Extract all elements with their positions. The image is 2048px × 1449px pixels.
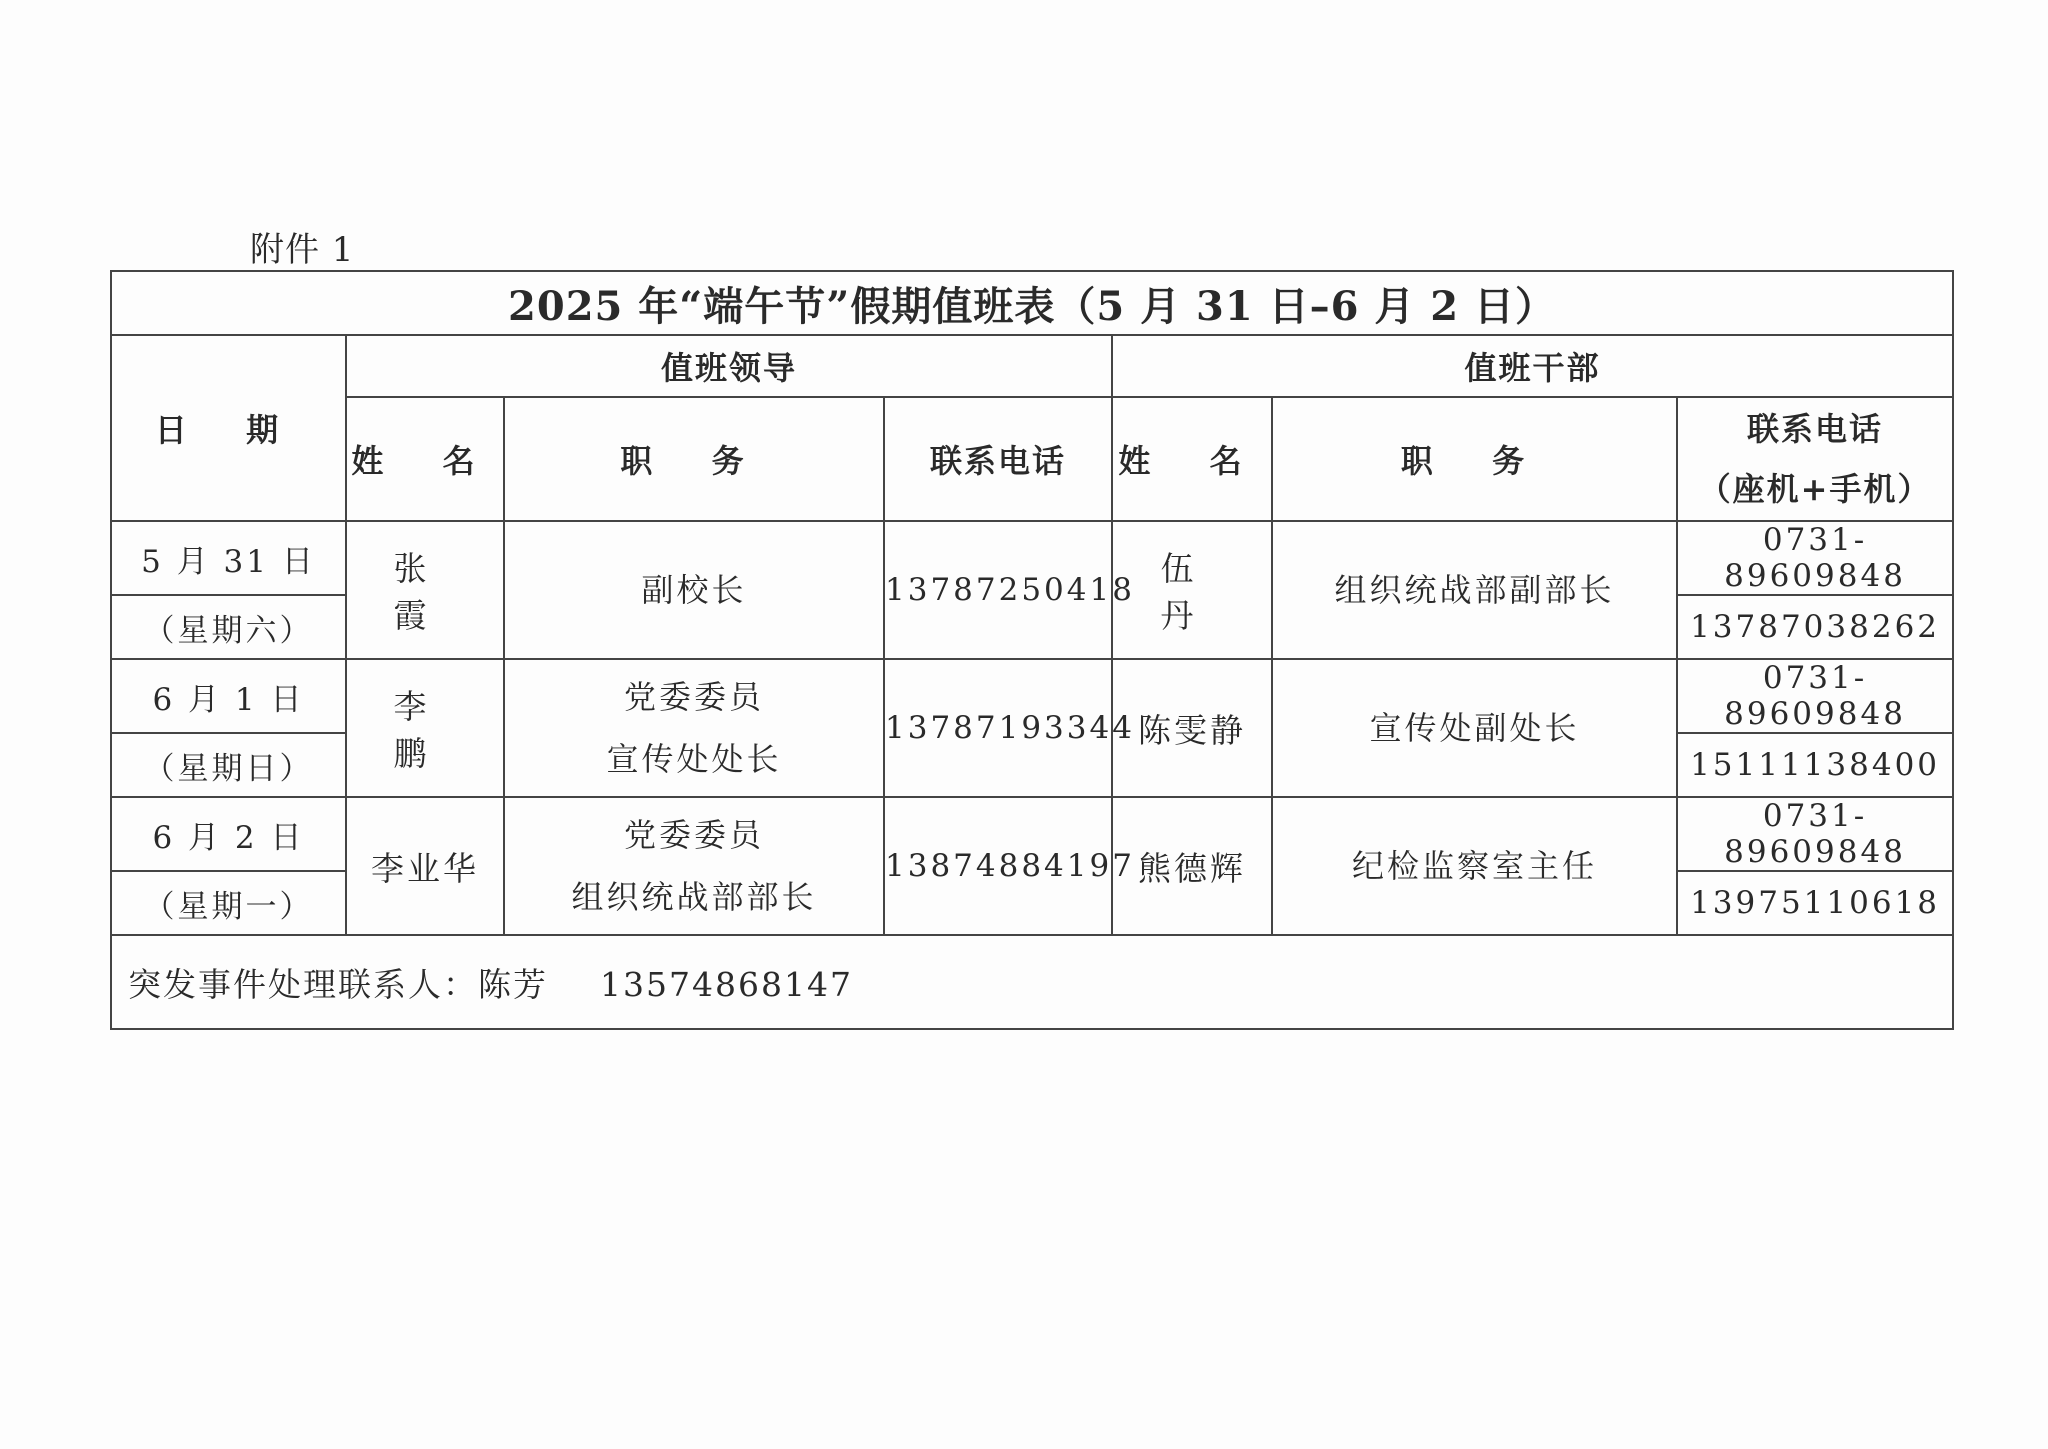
cadre-mobile: 15111138400 — [1677, 733, 1953, 797]
leader-name: 李业华 — [346, 797, 504, 935]
leader-position: 党委委员 宣传处处长 — [504, 659, 884, 797]
title-row — [111, 271, 1953, 335]
header-leader-position: 职 务 — [504, 397, 884, 521]
cadre-landline: 0731-89609848 — [1677, 797, 1953, 871]
row-date: 6 月 2 日 — [111, 797, 346, 871]
emergency-contact-label: 突发事件处理联系人：陈芳 — [128, 964, 548, 1004]
header-cadre-name: 姓 名 — [1112, 397, 1272, 521]
row-weekday: （星期一） — [111, 871, 346, 935]
cadre-name: 伍 丹 — [1112, 521, 1272, 659]
cadre-mobile: 13787038262 — [1677, 595, 1953, 659]
cadre-landline: 0731-89609848 — [1677, 659, 1953, 733]
cadre-position: 宣传处副处长 — [1272, 659, 1677, 797]
table-title: 2025 年“端午节”假期值班表（5 月 31 日–6 月 2 日） — [111, 271, 1953, 335]
leader-position: 副校长 — [504, 521, 884, 659]
duty-roster-table — [110, 270, 1954, 1030]
leader-name: 李 鹏 — [346, 659, 504, 797]
leader-phone: 13787250418 — [884, 521, 1112, 659]
row-weekday: （星期六） — [111, 595, 346, 659]
table-row — [111, 521, 1953, 595]
table-row — [111, 659, 1953, 733]
cadre-name: 熊德辉 — [1112, 797, 1272, 935]
cadre-position: 纪检监察室主任 — [1272, 797, 1677, 935]
header-cadre-group: 值班干部 — [1112, 335, 1953, 397]
group-header-row — [111, 335, 1953, 397]
leader-phone: 13787193344 — [884, 659, 1112, 797]
emergency-contact-phone: 13574868147 — [600, 964, 853, 1004]
header-leader-phone: 联系电话 — [884, 397, 1112, 521]
table-row — [111, 797, 1953, 871]
cadre-position: 组织统战部副部长 — [1272, 521, 1677, 659]
row-weekday: （星期日） — [111, 733, 346, 797]
column-header-row — [111, 397, 1953, 521]
footer-row — [111, 935, 1953, 1029]
leader-position: 党委委员 组织统战部部长 — [504, 797, 884, 935]
header-cadre-phone: 联系电话 （座机+手机） — [1677, 397, 1953, 521]
leader-phone: 13874884197 — [884, 797, 1112, 935]
header-cadre-position: 职 务 — [1272, 397, 1677, 521]
cadre-name: 陈雯静 — [1112, 659, 1272, 797]
header-leader-group: 值班领导 — [346, 335, 1112, 397]
header-leader-name: 姓 名 — [346, 397, 504, 521]
row-date: 6 月 1 日 — [111, 659, 346, 733]
header-date: 日 期 — [111, 335, 346, 521]
row-date: 5 月 31 日 — [111, 521, 346, 595]
cadre-landline: 0731-89609848 — [1677, 521, 1953, 595]
cadre-mobile: 13975110618 — [1677, 871, 1953, 935]
emergency-contact — [111, 935, 1953, 1029]
attachment-label: 附件 1 — [250, 230, 355, 270]
leader-name: 张 霞 — [346, 521, 504, 659]
